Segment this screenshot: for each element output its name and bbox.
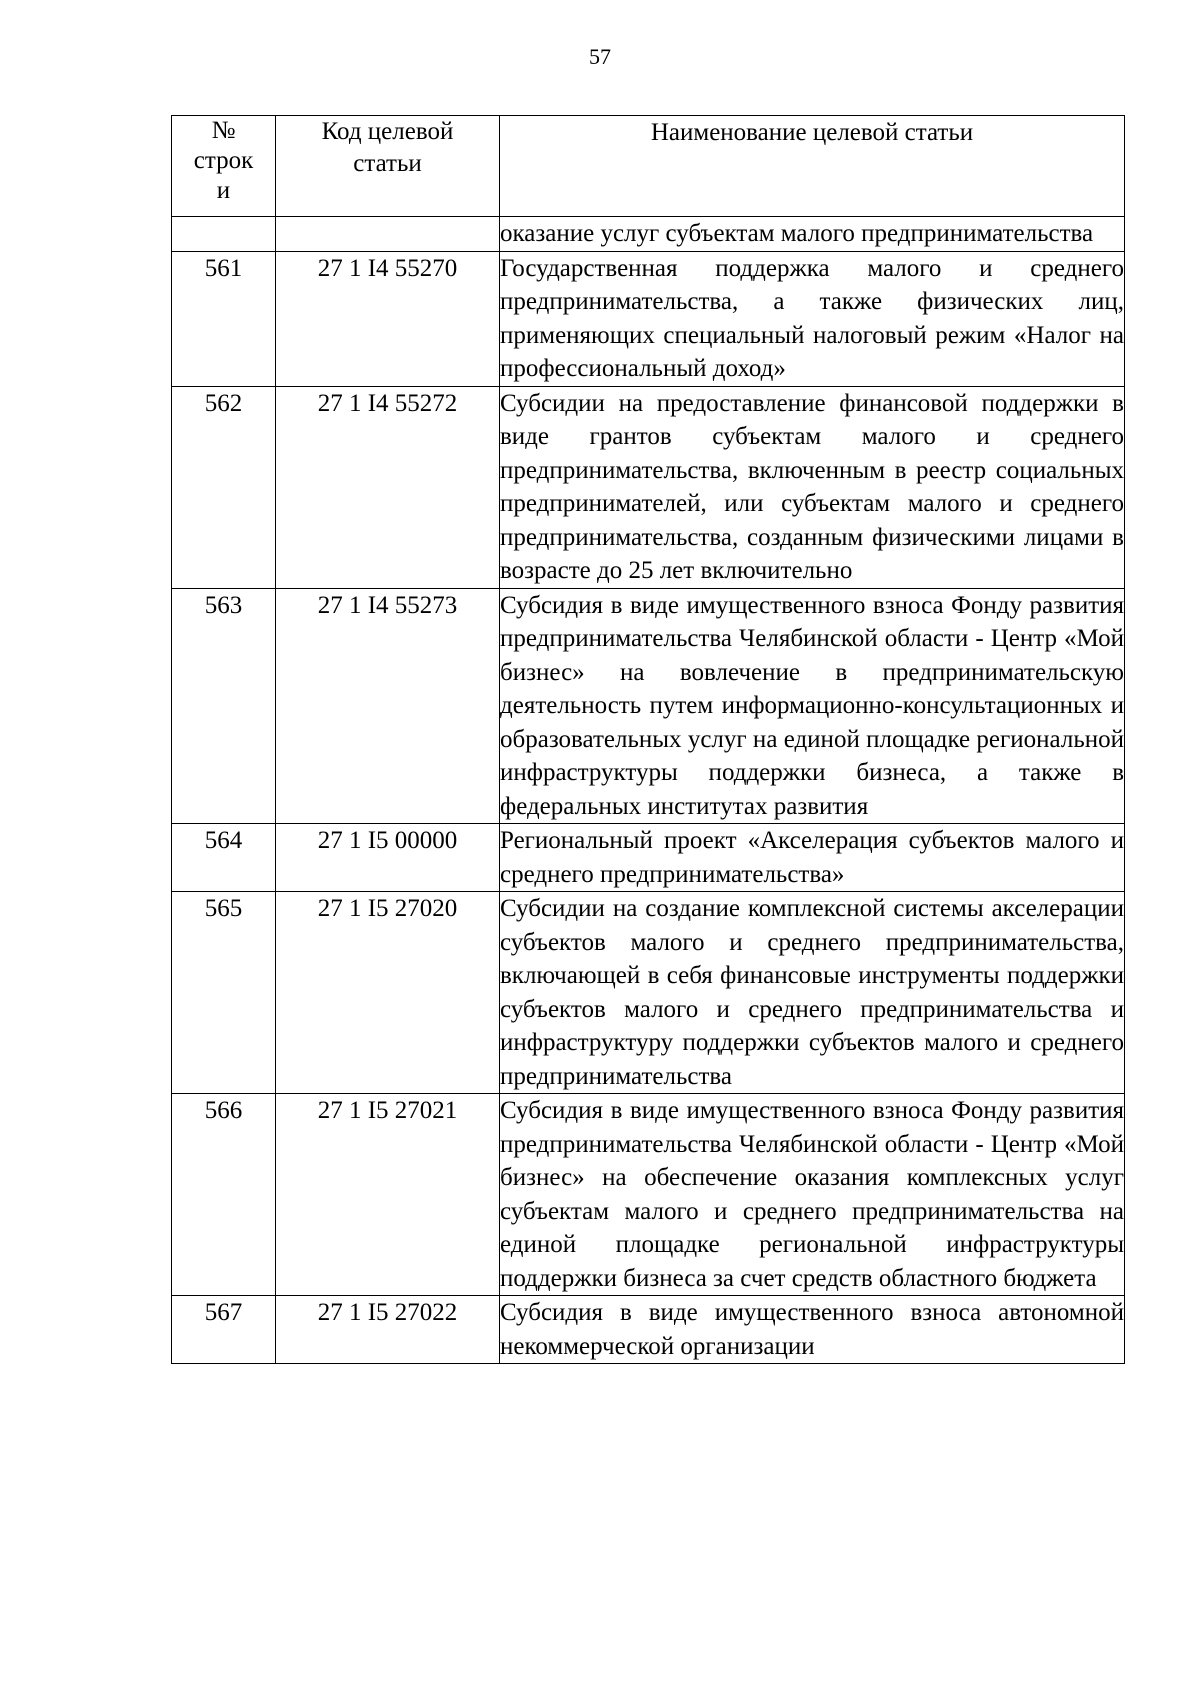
header-row-number-line: № <box>211 117 236 144</box>
article-code: 27 1 I4 55270 <box>276 251 500 386</box>
table-row <box>172 1296 1125 1364</box>
header-article-code <box>276 116 500 217</box>
row-number: 567 <box>172 1296 276 1364</box>
article-code: 27 1 I5 27021 <box>276 1094 500 1296</box>
table-row <box>172 892 1125 1094</box>
row-number: 563 <box>172 588 276 824</box>
table-header-row <box>172 116 1125 217</box>
table-row <box>172 251 1125 386</box>
header-row-number-line: и <box>216 177 231 204</box>
header-row-number-line: строк <box>193 147 254 174</box>
row-number <box>172 217 276 252</box>
article-code: 27 1 I4 55272 <box>276 386 500 588</box>
article-name: оказание услуг субъектам малого предпринимательства <box>500 217 1125 252</box>
row-number: 565 <box>172 892 276 1094</box>
article-name: Субсидия в виде имущественного взноса Фонду развития предпринимательства Челябинской области - Центр «Мой бизнес» на обеспечение оказания комплексных услуг субъектам малого и среднего предпринимательства на единой площадке региональной инфраструктуры поддержки бизнеса за счет средств областного бюджета <box>500 1094 1125 1296</box>
table-row <box>172 386 1125 588</box>
article-name: Региональный проект «Акселерация субъектов малого и среднего предпринимательства» <box>500 824 1125 892</box>
header-row-number <box>172 116 276 217</box>
article-name: Субсидия в виде имущественного взноса Фонду развития предпринимательства Челябинской области - Центр «Мой бизнес» на вовлечение в предпринимательскую деятельность путем информационно-консультационных и образовательных услуг на единой площадке региональной инфраструктуры поддержки бизнеса, а также в федеральных институтах развития <box>500 588 1125 824</box>
article-name: Субсидии на предоставление финансовой поддержки в виде грантов субъектам малого и среднего предпринимательства, включенным в реестр социальных предпринимателей, или субъектам малого и среднего предпринимательства, созданным физическими лицами в возрасте до 25 лет включительно <box>500 386 1125 588</box>
header-article-code-line: статьи <box>353 150 422 177</box>
article-code: 27 1 I5 27020 <box>276 892 500 1094</box>
article-code: 27 1 I5 27022 <box>276 1296 500 1364</box>
target-articles-table <box>171 115 1125 1364</box>
table-row <box>172 588 1125 824</box>
page-number: 57 <box>589 44 611 69</box>
article-code: 27 1 I4 55273 <box>276 588 500 824</box>
article-code <box>276 217 500 252</box>
table-row <box>172 1094 1125 1296</box>
row-number: 564 <box>172 824 276 892</box>
table-row <box>172 824 1125 892</box>
article-name: Субсидия в виде имущественного взноса автономной некоммерческой организации <box>500 1296 1125 1364</box>
row-number: 561 <box>172 251 276 386</box>
article-code: 27 1 I5 00000 <box>276 824 500 892</box>
header-article-name: Наименование целевой статьи <box>500 116 1125 217</box>
table-row <box>172 217 1125 252</box>
row-number: 562 <box>172 386 276 588</box>
row-number: 566 <box>172 1094 276 1296</box>
article-name: Субсидии на создание комплексной системы акселерации субъектов малого и среднего предпринимательства, включающей в себя финансовые инструменты поддержки субъектов малого и среднего предпринимательства и инфраструктуру поддержки субъектов малого и среднего предпринимательства <box>500 892 1125 1094</box>
article-name: Государственная поддержка малого и среднего предпринимательства, а также физических лиц, применяющих специальный налоговый режим «Налог на профессиональный доход» <box>500 251 1125 386</box>
header-article-code-line: Код целевой <box>321 118 454 145</box>
